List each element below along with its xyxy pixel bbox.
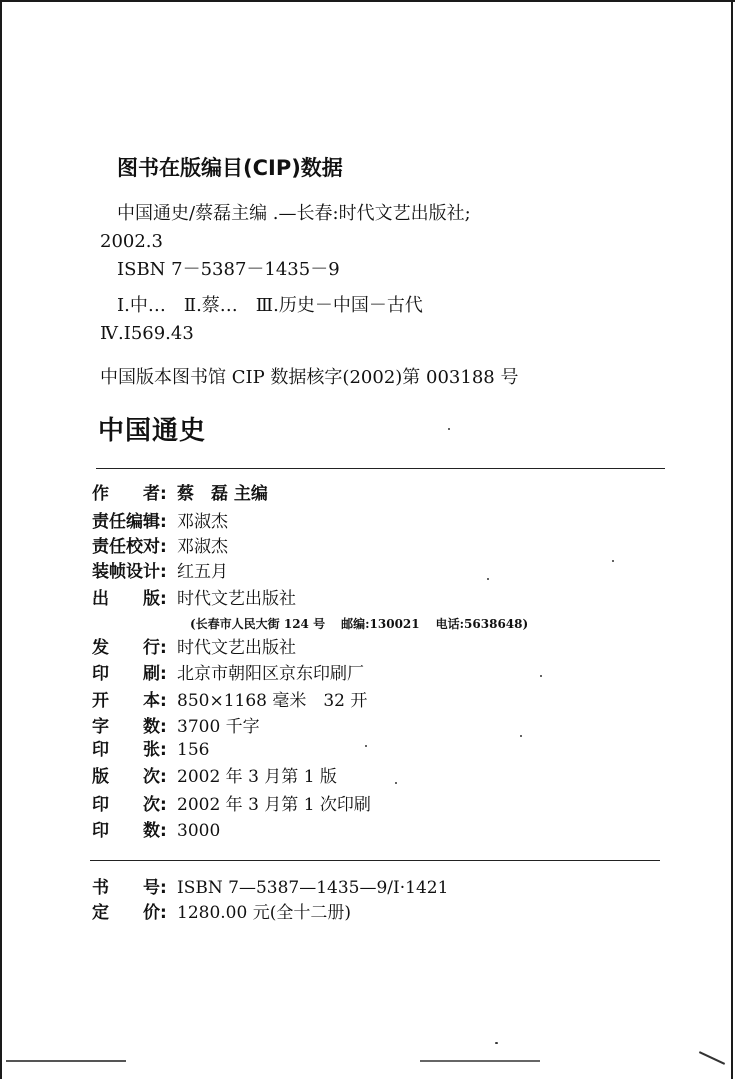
cip-classification: Ⅰ.中… Ⅱ.蔡… Ⅲ.历史－中国－古代	[117, 295, 423, 316]
cip-isbn: ISBN 7－5387－1435－9	[117, 259, 340, 280]
book-title: 中国通史	[98, 416, 207, 446]
scan-speck	[520, 735, 522, 737]
scan-speck	[612, 560, 614, 562]
value-design: 红五月	[177, 562, 228, 582]
scan-dash	[699, 1051, 725, 1065]
label-word-count: 字 数:	[92, 717, 167, 737]
bottom-divider	[90, 860, 660, 861]
address-phone: 电话:5638648)	[435, 617, 529, 631]
value-editor: 邓淑杰	[177, 512, 228, 532]
cip-call-number: Ⅳ.I569.43	[100, 323, 194, 344]
label-sheets: 印 张:	[92, 740, 167, 760]
value-word-count: 3700 千字	[177, 717, 260, 737]
label-impression: 印 次:	[92, 795, 167, 815]
scan-border-right	[731, 0, 733, 1079]
value-edition: 2002 年 3 月第 1 版	[177, 767, 337, 787]
label-distributor: 发 行:	[92, 638, 167, 658]
address-street: (长春市人民大街 124 号	[190, 617, 326, 631]
scan-speck	[448, 428, 450, 430]
scan-dash	[6, 1060, 126, 1062]
cip-heading: 图书在版编目(CIP)数据	[117, 156, 343, 180]
label-publisher: 出 版:	[92, 589, 167, 609]
value-sheets: 156	[177, 740, 210, 760]
label-proofreader: 责任校对:	[92, 537, 167, 557]
scan-speck	[365, 745, 367, 747]
cip-line-1: 中国通史/蔡磊主编 .—长春:时代文艺出版社;	[117, 203, 471, 224]
scan-speck	[495, 1042, 498, 1044]
scan-dash	[420, 1060, 540, 1062]
cip-line-2: 2002.3	[100, 231, 163, 252]
label-edition: 版 次:	[92, 767, 167, 787]
value-print-run: 3000	[177, 821, 221, 841]
scan-border-top	[0, 0, 735, 2]
label-print-run: 印 数:	[92, 821, 167, 841]
scan-speck	[540, 675, 542, 677]
scan-speck	[487, 578, 489, 580]
value-distributor: 时代文艺出版社	[177, 638, 296, 658]
scan-speck	[395, 782, 397, 784]
label-price: 定 价:	[92, 903, 167, 923]
top-divider	[96, 468, 665, 469]
value-format: 850×1168 毫米 32 开	[177, 691, 368, 711]
value-author: 蔡 磊 主编	[177, 484, 268, 504]
label-format: 开 本:	[92, 691, 167, 711]
value-publisher: 时代文艺出版社	[177, 589, 296, 609]
scan-border-left	[0, 0, 2, 1079]
value-printer: 北京市朝阳区京东印刷厂	[177, 664, 364, 684]
label-book-number: 书 号:	[92, 878, 167, 898]
label-editor: 责任编辑:	[92, 512, 167, 532]
publisher-address	[190, 618, 544, 630]
label-design: 装帧设计:	[92, 562, 167, 582]
value-price: 1280.00 元(全十二册)	[177, 903, 351, 923]
label-author: 作 者:	[92, 484, 167, 504]
value-book-number: ISBN 7—5387—1435—9/I·1421	[177, 878, 449, 898]
address-postcode: 邮编:130021	[341, 617, 420, 631]
value-proofreader: 邓淑杰	[177, 537, 228, 557]
value-impression: 2002 年 3 月第 1 次印刷	[177, 795, 371, 815]
cip-core-number: 中国版本图书馆 CIP 数据核字(2002)第 003188 号	[100, 367, 519, 388]
label-printer: 印 刷:	[92, 664, 167, 684]
